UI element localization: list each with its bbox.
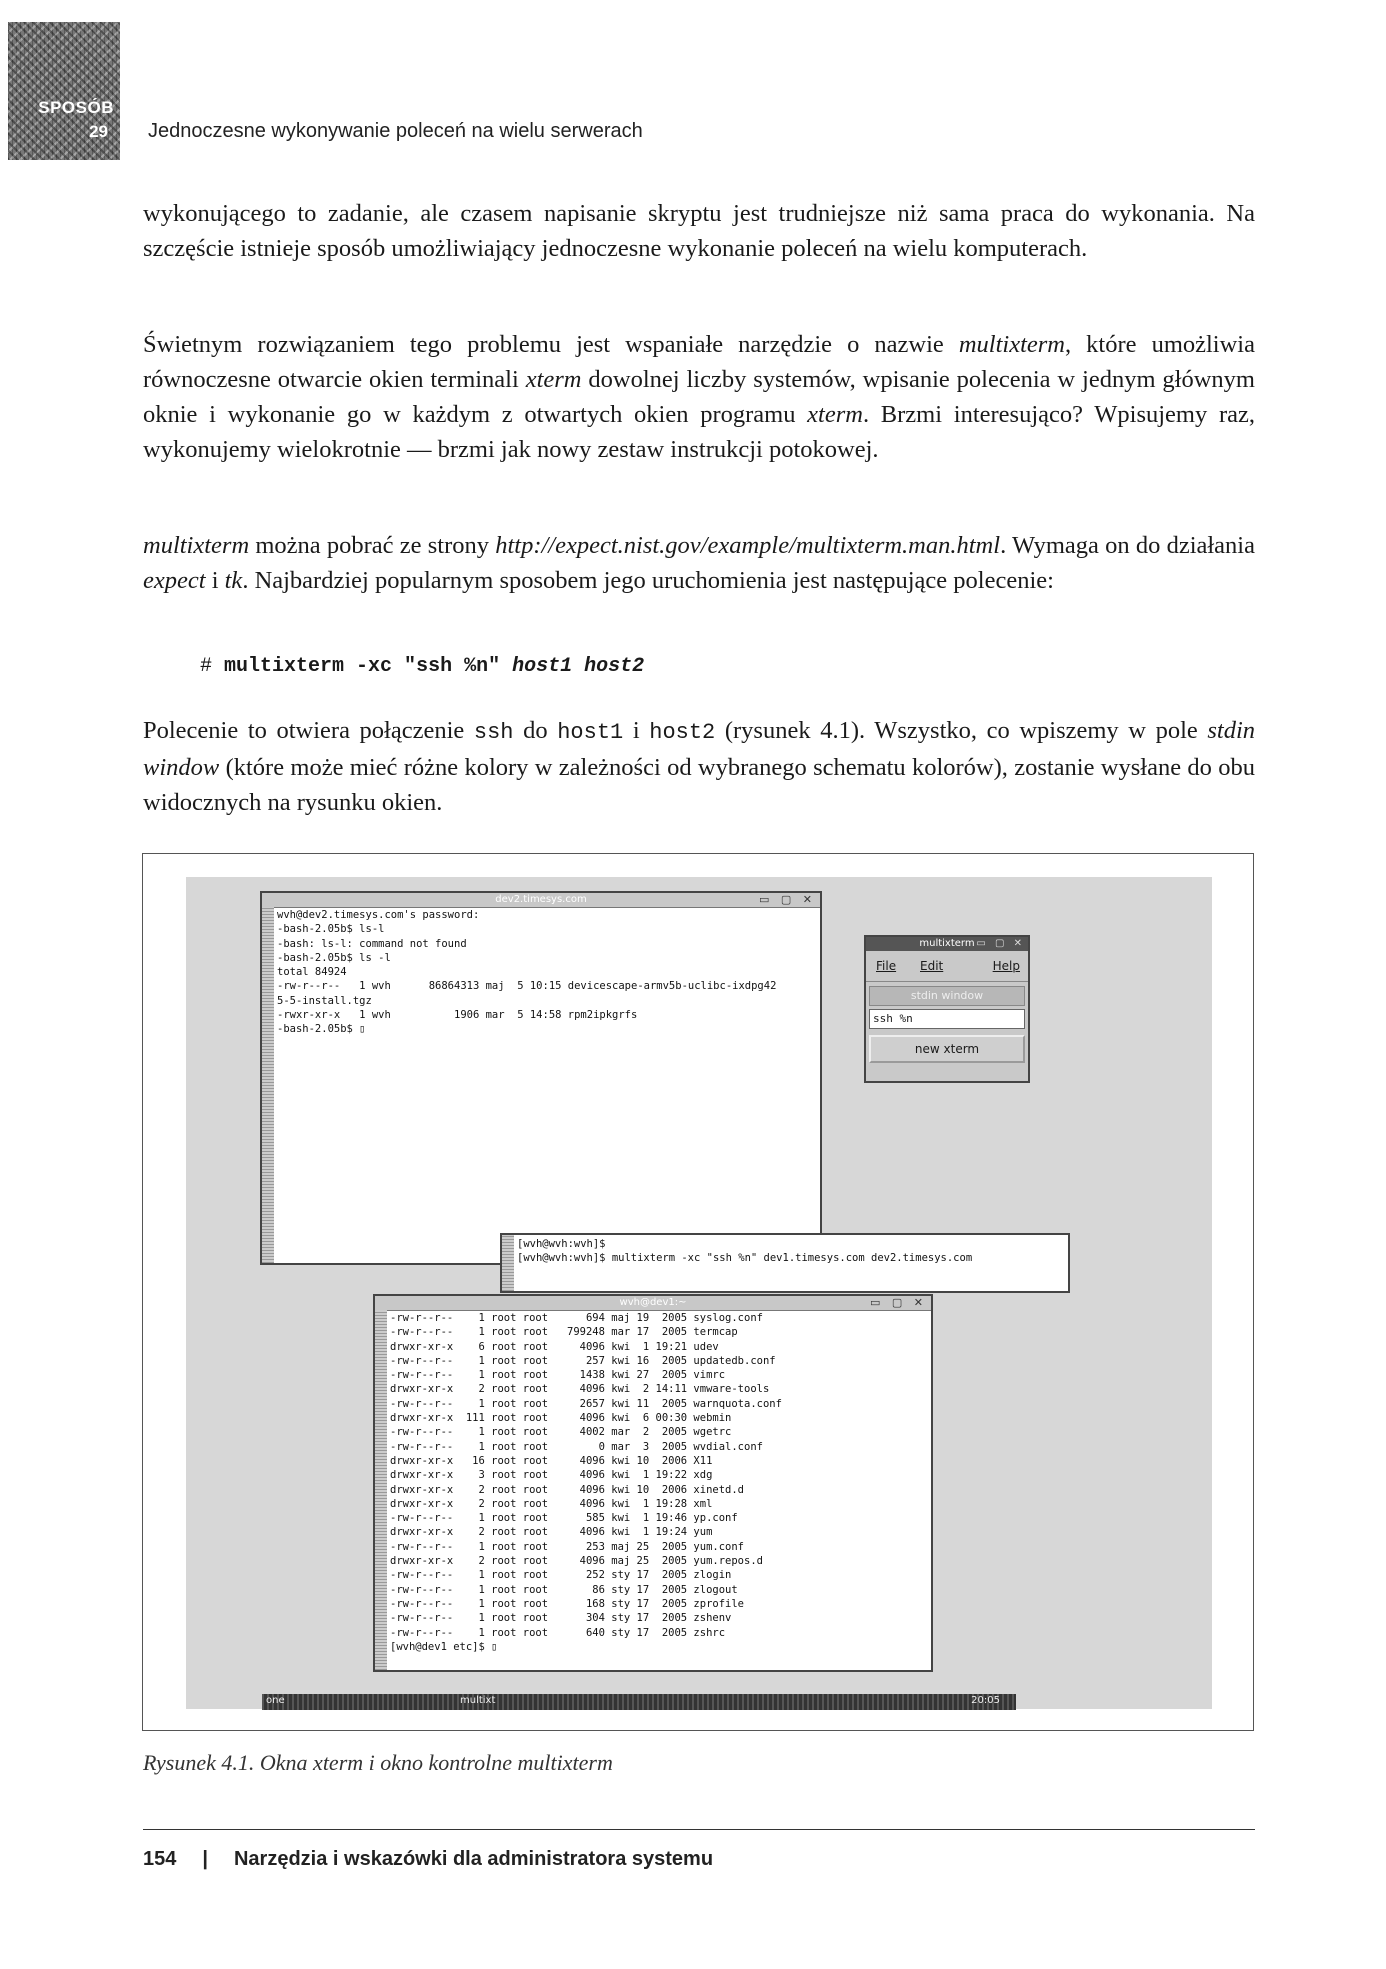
xterm-window-dev1[interactable] — [373, 1294, 933, 1672]
command-field[interactable]: ssh %n — [869, 1009, 1025, 1029]
xterm-window-dev2[interactable] — [260, 891, 822, 1265]
terminal-line: -bash-2.05b$ ls-l — [277, 923, 385, 936]
terminal-line: [wvh@wvh:wvh]$ multixterm -xc "ssh %n" dev1.timesys.com dev2.timesys.com — [517, 1252, 973, 1265]
command-example: # multixterm -xc "ssh %n" host1 host2 — [200, 655, 645, 678]
terminal-line: -rw-r--r-- 1 root root 799248 mar 17 2005 termcap — [390, 1326, 738, 1339]
terminal-line: -rw-r--r-- 1 root root 304 sty 17 2005 zshenv — [390, 1612, 732, 1625]
terminal-line: drwxr-xr-x 6 root root 4096 kwi 1 19:21 udev — [390, 1340, 719, 1353]
footer-rule — [143, 1829, 1255, 1830]
terminal-line: -rwxr-xr-x 1 wvh 1906 mar 5 14:58 rpm2ipkgrfs — [277, 1009, 638, 1022]
terminal-output — [390, 1311, 929, 1670]
paragraph-4: Polecenie to otwiera połączenie ssh do host1 i host2 (rysunek 4.1). Wszystko, co wpiszemy w pole stdin window (które może mieć różne kolory w zależności od wybranego schematu kolorów), zostanie wysłane do obu widocznych na rysunku okien. — [143, 717, 1256, 816]
xterm-titlebar[interactable]: wvh@dev1:~ ▭ ▢ ✕ — [375, 1296, 931, 1311]
terminal-line: -bash: ls-l: command not found — [277, 937, 467, 950]
terminal-line: -bash-2.05b$ ▯ — [277, 1023, 366, 1036]
terminal-line: -rw-r--r-- 1 root root 1438 kwi 27 2005 vimrc — [390, 1369, 726, 1382]
page-number: 154 — [143, 1848, 177, 1870]
terminal-line: -rw-r--r-- 1 root root 253 maj 25 2005 yum.conf — [390, 1540, 745, 1553]
terminal-line: -rw-r--r-- 1 wvh 86864313 maj 5 10:15 devicescape-armv5b-uclibc-ixdpg42 — [277, 980, 777, 993]
window-buttons[interactable]: ▭ ▢ ✕ — [870, 1296, 927, 1309]
footer — [143, 1848, 713, 1871]
terminal-line: -rw-r--r-- 1 root root 694 maj 19 2005 syslog.conf — [390, 1312, 763, 1324]
scrollbar[interactable] — [375, 1310, 387, 1670]
url-link[interactable]: http://expect.nist.gov/example/multixterm.man.html — [495, 532, 1001, 559]
badge-number: 29 — [89, 122, 108, 141]
footer-separator: | — [202, 1848, 208, 1870]
badge-word: SPOSÓB — [38, 98, 114, 117]
terminal-output — [277, 908, 818, 1263]
menu-file[interactable]: File — [876, 959, 897, 973]
terminal-line: -bash-2.05b$ ls -l — [277, 951, 391, 964]
terminal-line: drwxr-xr-x 2 root root 4096 kwi 1 19:28 xml — [390, 1497, 713, 1510]
terminal-line: 5-5-install.tgz — [277, 994, 372, 1007]
new-xterm-button[interactable]: new xterm — [869, 1035, 1025, 1063]
term-tk: tk — [224, 567, 243, 594]
running-head: Jednoczesne wykonywanie poleceń na wielu serwerach — [148, 120, 643, 142]
taskbar-item-multixt[interactable]: multixt — [460, 1695, 496, 1706]
term-multixterm: multixterm — [958, 331, 1065, 358]
xterm-window-local[interactable] — [500, 1233, 1070, 1293]
book-title: Narzędzia i wskazówki dla administratora systemu — [233, 1848, 714, 1870]
term-expect: expect — [143, 567, 206, 594]
terminal-line: [wvh@wvh:wvh]$ — [517, 1238, 606, 1250]
menu-edit[interactable]: Edit — [920, 959, 944, 973]
terminal-output — [517, 1237, 1066, 1291]
terminal-line: drwxr-xr-x 2 root root 4096 kwi 10 2006 xinetd.d — [390, 1483, 745, 1496]
window-buttons[interactable]: ▭ ▢ ✕ — [976, 938, 1025, 949]
terminal-line: -rw-r--r-- 1 root root 4002 mar 2 2005 wgetrc — [390, 1426, 732, 1439]
menu-help[interactable]: Help — [992, 959, 1020, 973]
terminal-line: -rw-r--r-- 1 root root 257 kwi 16 2005 updatedb.conf — [390, 1354, 776, 1367]
paragraph-3: multixterm można pobrać ze strony http://expect.nist.gov/example/multixterm.man.html. Wymaga on do działania expect i tk. Najbardziej popularnym sposobem jego uruchomienia jest następujące polecenie: — [143, 532, 1255, 594]
taskbar-item-one[interactable]: one — [266, 1695, 285, 1706]
scrollbar[interactable] — [502, 1235, 514, 1291]
paragraph-1: wykonującego to zadanie, ale czasem napisanie skryptu jest trudniejsze niż sama praca do wykonania. Na szczęście istnieje sposób umożliwiający jednoczesne wykonanie poleceń na wielu komputerach. — [143, 200, 1255, 262]
terminal-line: total 84924 — [277, 966, 347, 979]
terminal-line: drwxr-xr-x 3 root root 4096 kwi 1 19:22 xdg — [390, 1469, 713, 1482]
figure-caption: Rysunek 4.1. Okna xterm i okno kontrolne multixterm — [143, 1750, 613, 1775]
terminal-line: [wvh@dev1 etc]$ ▯ — [390, 1640, 498, 1653]
taskbar — [262, 1694, 1016, 1710]
terminal-line: drwxr-xr-x 2 root root 4096 kwi 2 14:11 vmware-tools — [390, 1383, 770, 1396]
terminal-line: -rw-r--r-- 1 root root 2657 kwi 11 2005 warnquota.conf — [390, 1397, 782, 1410]
terminal-line: -rw-r--r-- 1 root root 168 sty 17 2005 zprofile — [390, 1597, 745, 1610]
menu-bar — [866, 951, 1028, 982]
terminal-line: drwxr-xr-x 2 root root 4096 kwi 1 19:24 yum — [390, 1526, 713, 1539]
stdin-window-field[interactable]: stdin window — [869, 986, 1025, 1006]
terminal-line: -rw-r--r-- 1 root root 252 sty 17 2005 zlogin — [390, 1569, 732, 1582]
terminal-line: -rw-r--r-- 1 root root 640 sty 17 2005 zshrc — [390, 1626, 726, 1639]
term-xterm: xterm — [525, 366, 582, 393]
terminal-line: drwxr-xr-x 16 root root 4096 kwi 10 2006 X11 — [390, 1454, 713, 1467]
terminal-line: wvh@dev2.timesys.com's password: — [277, 909, 480, 921]
terminal-line: -rw-r--r-- 1 root root 585 kwi 1 19:46 yp.conf — [390, 1512, 738, 1525]
scrollbar[interactable] — [262, 907, 274, 1263]
section-badge — [8, 22, 120, 160]
term-xterm: xterm — [807, 401, 863, 428]
multixterm-control-window[interactable] — [864, 935, 1030, 1083]
terminal-line: drwxr-xr-x 2 root root 4096 maj 25 2005 yum.repos.d — [390, 1555, 763, 1568]
multixterm-titlebar[interactable]: multixterm ▭ ▢ ✕ — [866, 937, 1028, 951]
paragraph-2: Świetnym rozwiązaniem tego problemu jest wspaniałe narzędzie o nazwie multixterm, które umożliwia równoczesne otwarcie okien terminali xterm dowolnej liczby systemów, wpisanie polecenia w jednym głównym oknie i wykonanie go w każdym z otwartych okien programu xterm. Brzmi interesująco? Wpisujemy raz, wykonujemy wielokrotnie — brzmi jak nowy zestaw instrukcji potokowej. — [143, 331, 1255, 463]
terminal-line: drwxr-xr-x 111 root root 4096 kwi 6 00:30 webmin — [390, 1412, 732, 1425]
taskbar-clock: 20:05 — [971, 1695, 1000, 1706]
xterm-titlebar[interactable]: dev2.timesys.com ▭ ▢ ✕ — [262, 893, 820, 908]
window-buttons[interactable]: ▭ ▢ ✕ — [759, 893, 816, 906]
term-multixterm: multixterm — [143, 532, 250, 559]
terminal-line: -rw-r--r-- 1 root root 0 mar 3 2005 wvdial.conf — [390, 1440, 763, 1453]
terminal-line: -rw-r--r-- 1 root root 86 sty 17 2005 zlogout — [390, 1583, 738, 1596]
